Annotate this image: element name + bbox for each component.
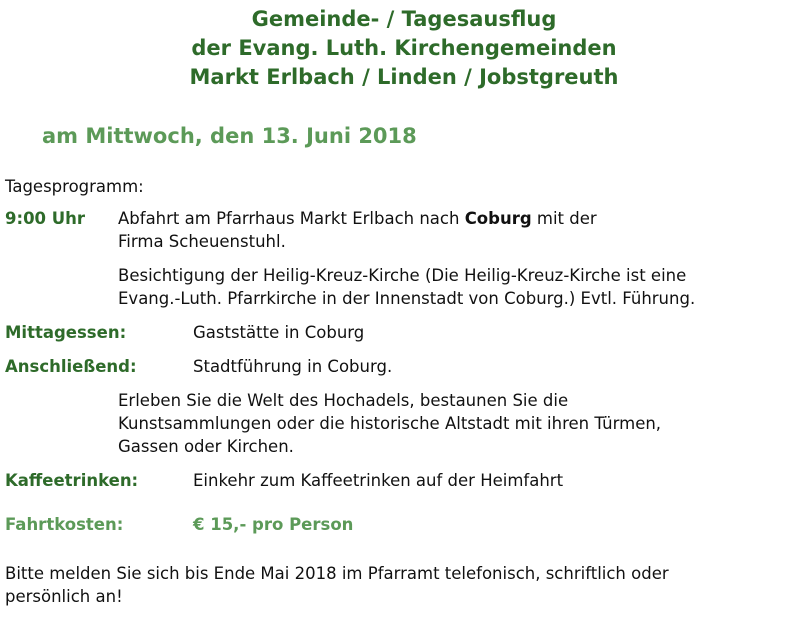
title-line-1: Gemeinde- / Tagesausflug bbox=[251, 7, 557, 31]
cost-value: € 15,- pro Person bbox=[193, 515, 354, 534]
registration-line-2: persönlich an! bbox=[5, 587, 123, 606]
afterwards-label: Anschließend: bbox=[5, 357, 137, 376]
departure-time: 9:00 Uhr bbox=[5, 209, 86, 228]
program-heading: Tagesprogramm: bbox=[5, 177, 144, 196]
visit-line-1: Besichtigung der Heilig-Kreuz-Kirche (Die Heilig-Kreuz-Kirche ist eine bbox=[118, 266, 687, 285]
departure-line-1 bbox=[118, 207, 597, 230]
lunch-label: Mittagessen: bbox=[5, 323, 127, 342]
departure-text-after: mit der bbox=[531, 209, 597, 228]
title-line-2: der Evang. Luth. Kirchengemeinden bbox=[191, 36, 617, 60]
visit-line-2: Evang.-Luth. Pfarrkirche in der Innenstadt von Coburg.) Evtl. Führung. bbox=[118, 289, 696, 308]
afterwards-detail-2: Kunstsammlungen oder die historische Altstadt mit ihren Türmen, bbox=[118, 414, 662, 433]
departure-destination: Coburg bbox=[464, 209, 532, 228]
cost-label: Fahrtkosten: bbox=[5, 515, 124, 534]
afterwards-text: Stadtführung in Coburg. bbox=[193, 357, 393, 376]
afterwards-detail-1: Erleben Sie die Welt des Hochadels, bestaunen Sie die bbox=[118, 391, 569, 410]
coffee-label: Kaffeetrinken: bbox=[5, 471, 139, 490]
title-line-3: Markt Erlbach / Linden / Jobstgreuth bbox=[189, 65, 619, 89]
registration-line-1: Bitte melden Sie sich bis Ende Mai 2018 im Pfarramt telefonisch, schriftlich oder bbox=[5, 564, 669, 583]
departure-line-2: Firma Scheuenstuhl. bbox=[118, 232, 286, 251]
event-date: am Mittwoch, den 13. Juni 2018 bbox=[42, 124, 417, 148]
lunch-text: Gaststätte in Coburg bbox=[193, 323, 365, 342]
coffee-text: Einkehr zum Kaffeetrinken auf der Heimfahrt bbox=[193, 471, 564, 490]
departure-text-before: Abfahrt am Pfarrhaus Markt Erlbach nach bbox=[118, 209, 465, 228]
afterwards-detail-3: Gassen oder Kirchen. bbox=[118, 437, 294, 456]
document-title bbox=[0, 5, 808, 92]
